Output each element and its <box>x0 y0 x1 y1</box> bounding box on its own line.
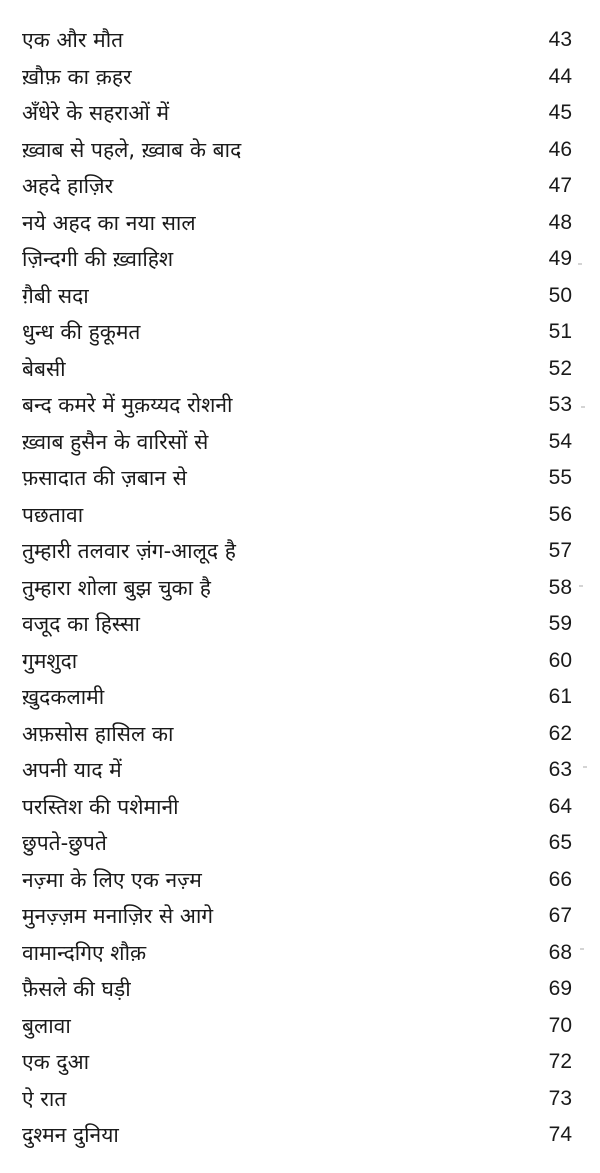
toc-entry-page-number: 48 <box>548 210 572 234</box>
toc-entry <box>0 278 600 315</box>
toc-entry-page-number: 74 <box>548 1123 572 1146</box>
toc-entry-title: अफ़सोस हासिल का <box>22 721 174 746</box>
scan-speck <box>580 948 584 950</box>
toc-entry <box>0 1081 600 1118</box>
toc-entry <box>0 205 600 242</box>
scan-speck <box>583 766 587 768</box>
toc-entry-page-number: 53 <box>548 393 572 416</box>
toc-entry-title: तुम्हारी तलवार ज़ंग-आलूद है <box>22 539 236 563</box>
toc-entry-page-number: 51 <box>548 320 572 343</box>
toc-entry <box>0 497 600 534</box>
toc-entry <box>0 862 600 899</box>
toc-entry-title: धुन्ध की हुकूमत <box>22 320 141 344</box>
toc-entry-page-number: 52 <box>548 356 572 380</box>
toc-entry-page-number: 70 <box>548 1013 572 1037</box>
toc-entry-title: ऐ रात <box>22 1086 67 1111</box>
toc-entry-title: अँधेरे के सहराओं में <box>22 101 170 125</box>
toc-entry-title: छुपते-छुपते <box>22 831 107 855</box>
toc-entry-title: फ़ैसले की घड़ी <box>22 977 131 1001</box>
toc-entry <box>0 570 600 607</box>
toc-entry-page-number: 60 <box>548 648 572 672</box>
toc-entry <box>0 59 600 96</box>
toc-entry-title: ख़्वाब हुसैन के वारिसों से <box>22 429 209 454</box>
scan-speck <box>581 406 585 408</box>
toc-entry-page-number: 64 <box>548 794 572 818</box>
toc-entry-page-number: 50 <box>548 283 572 307</box>
toc-entry-page-number: 57 <box>548 539 572 562</box>
toc-entry-title: वजूद का हिस्सा <box>22 612 140 636</box>
toc-entry-title: दुश्मन दुनिया <box>22 1123 119 1147</box>
toc-entry-page-number: 72 <box>548 1050 572 1073</box>
toc-entry-title: ख़ुदकलामी <box>22 685 105 709</box>
toc-entry-title: ग़ैबी सदा <box>22 283 89 308</box>
toc-entry-title: ख़ौफ़ का क़हर <box>22 64 132 89</box>
toc-entry <box>0 1008 600 1045</box>
toc-entry <box>0 460 600 497</box>
toc-entry <box>0 132 600 169</box>
toc-entry <box>0 898 600 935</box>
toc-entry-page-number: 59 <box>548 612 572 635</box>
toc-entry-title: मुनज़्ज़म मनाज़िर से आगे <box>22 904 214 928</box>
toc-entry-title: बुलावा <box>22 1013 71 1038</box>
toc-entry-title: अपनी याद में <box>22 758 122 782</box>
toc-entry-page-number: 61 <box>548 685 572 708</box>
toc-entry-title: तुम्हारा शोला बुझ चुका है <box>22 575 211 600</box>
toc-entry-page-number: 55 <box>548 466 572 489</box>
toc-entry <box>0 314 600 351</box>
toc-entry-page-number: 47 <box>548 174 572 197</box>
toc-entry-page-number: 65 <box>548 831 572 854</box>
toc-entry <box>0 424 600 461</box>
toc-entry-page-number: 67 <box>548 904 572 927</box>
toc-entry-title: ख़्वाब से पहले, ख़्वाब के बाद <box>22 137 242 162</box>
toc-entry-page-number: 68 <box>548 940 572 964</box>
toc-entry-title: नज़्मा के लिए एक नज़्म <box>22 867 202 892</box>
toc-entry-title: एक दुआ <box>22 1050 90 1074</box>
toc-entry-page-number: 56 <box>548 502 572 526</box>
toc-entry-page-number: 73 <box>548 1086 572 1110</box>
toc-entry-page-number: 54 <box>548 429 572 453</box>
toc-entry <box>0 1044 600 1081</box>
toc-entry <box>0 716 600 753</box>
table-of-contents <box>0 22 600 1154</box>
toc-entry-title: वामान्दगिए शौक़ <box>22 940 147 965</box>
toc-entry <box>0 22 600 59</box>
toc-entry-title: ज़िन्दगी की ख़्वाहिश <box>22 247 174 271</box>
toc-entry-title: अहदे हाज़िर <box>22 174 114 198</box>
toc-entry-page-number: 45 <box>548 101 572 124</box>
toc-entry-title: परस्तिश की पशेमानी <box>22 794 179 819</box>
toc-entry <box>0 679 600 716</box>
toc-entry-title: पछतावा <box>22 502 84 527</box>
toc-entry <box>0 351 600 388</box>
toc-entry <box>0 1117 600 1154</box>
toc-entry-page-number: 44 <box>548 64 572 88</box>
toc-entry <box>0 95 600 132</box>
toc-entry <box>0 387 600 424</box>
toc-entry <box>0 825 600 862</box>
scan-speck <box>578 263 582 265</box>
toc-entry <box>0 752 600 789</box>
toc-entry-page-number: 63 <box>548 758 572 781</box>
toc-entry-title: नये अहद का नया साल <box>22 210 196 235</box>
toc-entry-title: बेबसी <box>22 356 66 381</box>
toc-entry-title: एक और मौत <box>22 28 124 52</box>
toc-entry <box>0 168 600 205</box>
toc-entry-title: बन्द कमरे में मुक़य्यद रोशनी <box>22 393 233 417</box>
toc-entry <box>0 606 600 643</box>
toc-entry <box>0 935 600 972</box>
toc-entry <box>0 241 600 278</box>
toc-entry <box>0 533 600 570</box>
toc-entry-page-number: 66 <box>548 867 572 891</box>
scan-speck <box>579 585 583 587</box>
toc-entry <box>0 789 600 826</box>
toc-entry-page-number: 49 <box>548 247 572 270</box>
toc-entry-page-number: 69 <box>548 977 572 1000</box>
toc-entry-page-number: 46 <box>548 137 572 161</box>
toc-entry-title: गुमशुदा <box>22 648 78 673</box>
toc-entry-page-number: 43 <box>548 28 572 51</box>
toc-entry-page-number: 62 <box>548 721 572 745</box>
toc-entry-title: फ़सादात की ज़बान से <box>22 466 187 490</box>
toc-entry <box>0 643 600 680</box>
toc-entry-page-number: 58 <box>548 575 572 599</box>
toc-entry <box>0 971 600 1008</box>
